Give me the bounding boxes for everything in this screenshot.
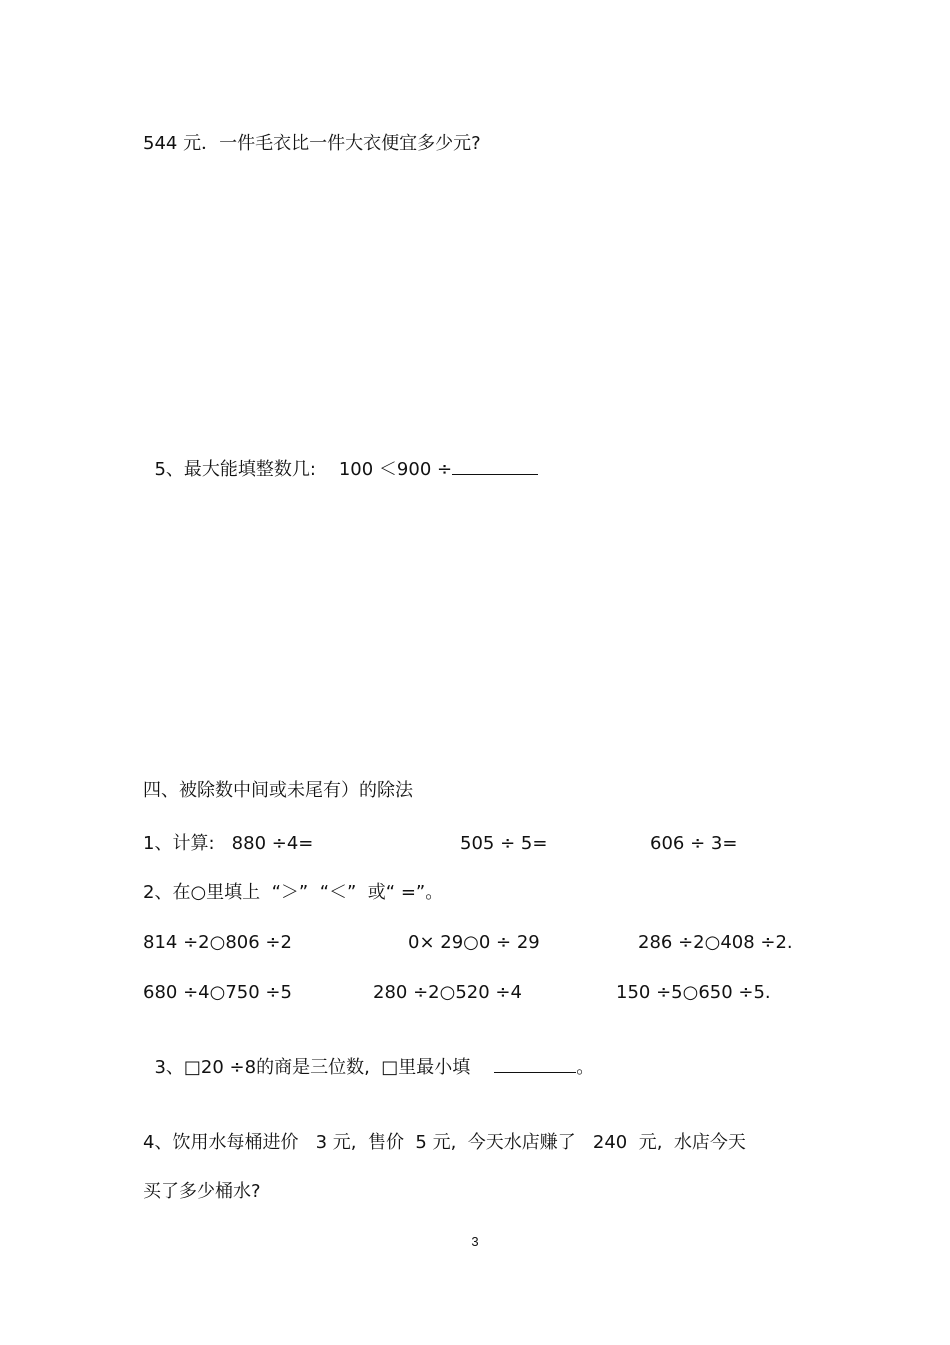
item-4-line-1: 4、饮用水每桶进价 3 元, 售价 5 元, 今天水店赚了 240 元, 水店今天 xyxy=(143,1132,746,1153)
compare-6: 150 ÷5○650 ÷5. xyxy=(616,982,771,1003)
item-2-instruction: 2、在○里填上 “＞” “＜” 或“ =”。 xyxy=(143,882,444,903)
answer-blank xyxy=(494,1054,576,1073)
question-text: 544 元．一件毛衣比一件大衣便宜多少元? xyxy=(143,133,481,154)
item-4-line-2: 买了多少桶水? xyxy=(143,1181,261,1202)
compare-5: 280 ÷2○520 ÷4 xyxy=(373,982,522,1003)
item-3-text: 3、□20 ÷8的商是三位数, □里最小填 xyxy=(154,1057,471,1078)
question-5-text: 5、最大能填整数几: 100 ＜900 ÷ xyxy=(154,459,453,480)
section-heading: 四、被除数中间或未尾有）的除法 xyxy=(143,780,413,801)
compare-1: 814 ÷2○806 ÷2 xyxy=(143,932,292,953)
compare-3: 286 ÷2○408 ÷2. xyxy=(638,932,793,953)
item-1-expr-2: 505 ÷ 5= xyxy=(460,833,548,854)
page-number: 3 xyxy=(471,1234,479,1249)
item-1-prefix: 1、计算: 880 ÷4= xyxy=(143,833,314,854)
item-3-suffix: 。 xyxy=(576,1057,595,1078)
question-5 xyxy=(143,432,538,482)
compare-2: 0× 29○0 ÷ 29 xyxy=(408,932,540,953)
answer-blank xyxy=(452,456,538,475)
compare-4: 680 ÷4○750 ÷5 xyxy=(143,982,292,1003)
item-3 xyxy=(143,1030,594,1080)
item-1-expr-3: 606 ÷ 3= xyxy=(650,833,738,854)
